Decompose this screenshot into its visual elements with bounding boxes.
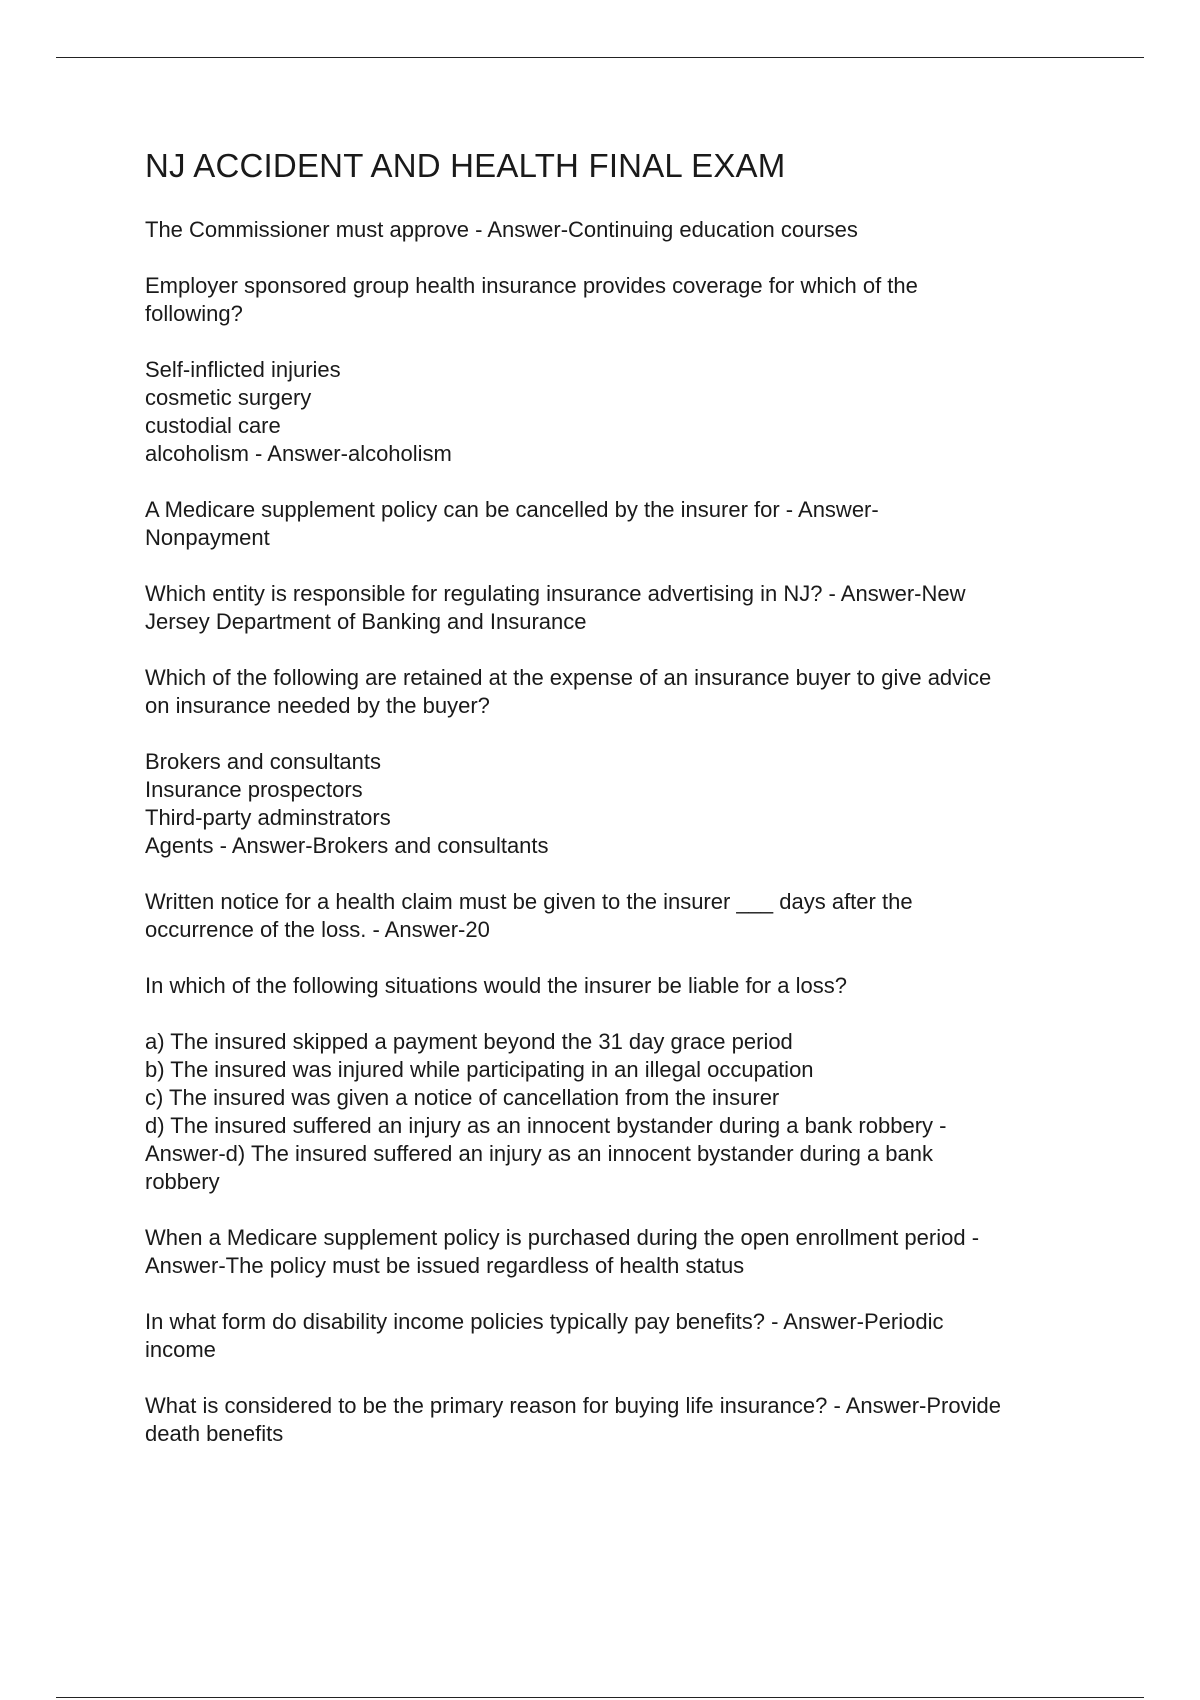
qa-block-5 <box>145 580 1095 636</box>
qa-block-2 <box>145 272 1095 328</box>
text-line: Written notice for a health claim must be given to the insurer ___ days after the <box>145 889 913 914</box>
text-line: Insurance prospectors <box>145 777 363 802</box>
qa-block-12 <box>145 1308 1095 1364</box>
text-line: c) The insured was given a notice of cancellation from the insurer <box>145 1085 780 1110</box>
qa-block-1 <box>145 216 1095 244</box>
text-line: death benefits <box>145 1421 284 1446</box>
text-line: Third-party adminstrators <box>145 805 391 830</box>
text-line: Jersey Department of Banking and Insurance <box>145 609 587 634</box>
document-body <box>145 140 1095 1476</box>
text-line: alcoholism - Answer-alcoholism <box>145 441 452 466</box>
text-line: Answer-d) The insured suffered an injury as an innocent bystander during a bank <box>145 1141 933 1166</box>
document-title: NJ ACCIDENT AND HEALTH FINAL EXAM <box>145 147 786 184</box>
text-line: cosmetic surgery <box>145 385 312 410</box>
text-line: When a Medicare supplement policy is purchased during the open enrollment period - <box>145 1225 980 1250</box>
text-line: What is considered to be the primary reason for buying life insurance? - Answer-Provide <box>145 1393 1001 1418</box>
qa-block-9 <box>145 972 1095 1000</box>
text-line: Nonpayment <box>145 525 270 550</box>
qa-block-3 <box>145 356 1095 468</box>
text-line: In which of the following situations would the insurer be liable for a loss? <box>145 973 847 998</box>
text-line: b) The insured was injured while participating in an illegal occupation <box>145 1057 814 1082</box>
text-line: Answer-The policy must be issued regardless of health status <box>145 1253 745 1278</box>
text-line: In what form do disability income policies typically pay benefits? - Answer-Periodic <box>145 1309 944 1334</box>
text-line: occurrence of the loss. - Answer-20 <box>145 917 490 942</box>
text-line: robbery <box>145 1169 220 1194</box>
text-line: Agents - Answer-Brokers and consultants <box>145 833 549 858</box>
qa-block-4 <box>145 496 1095 552</box>
text-line: custodial care <box>145 413 281 438</box>
text-line: d) The insured suffered an injury as an innocent bystander during a bank robbery - <box>145 1113 947 1138</box>
qa-block-7 <box>145 748 1095 860</box>
bottom-rule <box>56 1697 1144 1698</box>
text-line: Which entity is responsible for regulating insurance advertising in NJ? - Answer-New <box>145 581 966 606</box>
qa-block-10 <box>145 1028 1095 1196</box>
text-line: following? <box>145 301 243 326</box>
text-line: A Medicare supplement policy can be cancelled by the insurer for - Answer- <box>145 497 879 522</box>
qa-block-11 <box>145 1224 1095 1280</box>
text-line: The Commissioner must approve - Answer-Continuing education courses <box>145 217 858 242</box>
text-line: income <box>145 1337 216 1362</box>
text-line: Self-inflicted injuries <box>145 357 341 382</box>
qa-block-8 <box>145 888 1095 944</box>
text-line: on insurance needed by the buyer? <box>145 693 490 718</box>
text-line: Brokers and consultants <box>145 749 382 774</box>
qa-block-6 <box>145 664 1095 720</box>
text-line: a) The insured skipped a payment beyond the 31 day grace period <box>145 1029 793 1054</box>
top-rule <box>56 57 1144 58</box>
text-line: Which of the following are retained at the expense of an insurance buyer to give advice <box>145 665 992 690</box>
qa-block-13 <box>145 1392 1095 1448</box>
text-line: Employer sponsored group health insurance provides coverage for which of the <box>145 273 918 298</box>
